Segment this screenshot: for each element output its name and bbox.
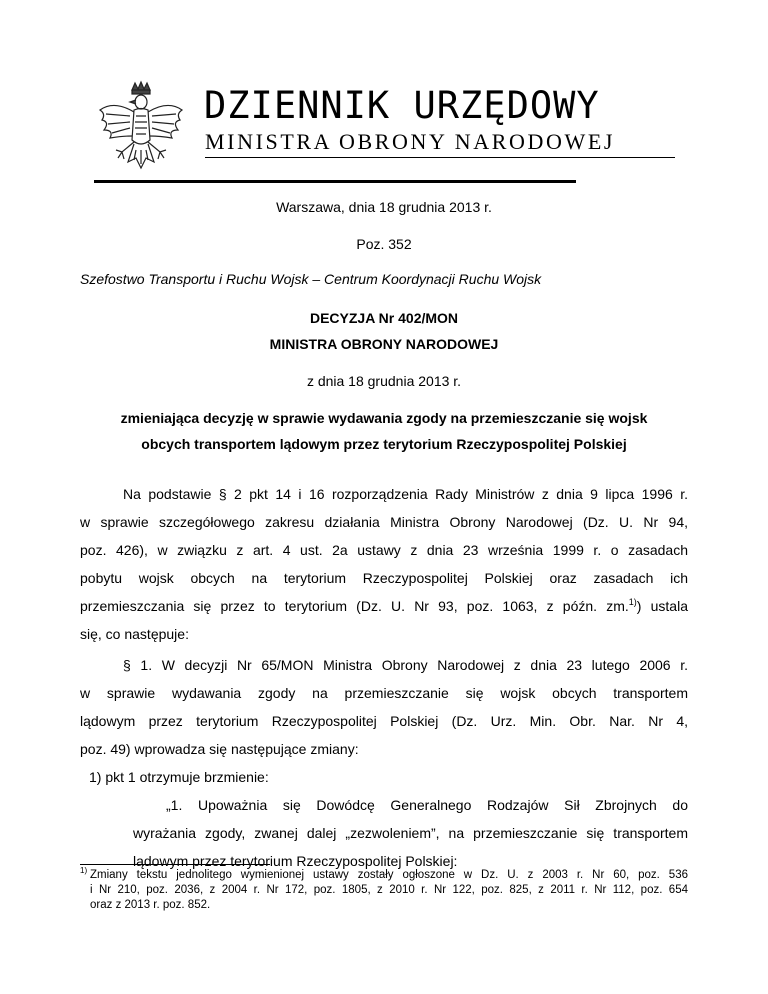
masthead-subtitle: MINISTRA OBRONY NARODOWEJ bbox=[205, 129, 616, 154]
decision-date: z dnia 18 grudnia 2013 r. bbox=[306, 373, 462, 389]
section-1-line-3: lądowym przez terytorium Rzeczypospolitej Polskiej (Dz. Urz. Min. Obr. Nar. Nr 4, bbox=[80, 713, 688, 729]
footnote-line-1: Zmiany tekstu jednolitego wymienionej ustawy zostały ogłoszone w Dz. U. z 2003 r. Nr 60, poz. 536 bbox=[90, 869, 688, 881]
decision-subject-line-1: zmieniająca decyzję w sprawie wydawania zgody na przemieszczanie się wojsk bbox=[120, 410, 648, 426]
place-date: Warszawa, dnia 18 grudnia 2013 r. bbox=[276, 199, 492, 215]
preamble-paragraph bbox=[80, 480, 688, 648]
footnote-divider bbox=[80, 864, 270, 865]
point-1: 1) pkt 1 otrzymuje brzmienie: bbox=[89, 769, 269, 785]
preamble-line-3: poz. 426), w związku z art. 4 ust. 2a ustawy z dnia 23 września 1999 r. o zasadach bbox=[80, 542, 688, 558]
decision-subject-line-2: obcych transportem lądowym przez terytorium Rzeczypospolitej Polskiej bbox=[141, 436, 627, 452]
section-1-line-2: w sprawie wydawania zgody na przemieszczanie się wojsk obcych transportem bbox=[80, 685, 688, 701]
footnote-line-3: oraz z 2013 r. poz. 852. bbox=[90, 899, 211, 911]
preamble-line-5: przemieszczania się przez to terytorium (Dz. U. Nr 93, poz. 1063, z późn. zm.$^{1)}$) ustala bbox=[80, 597, 688, 614]
quote-line-3: lądowym przez terytorium Rzeczypospolitej Polskiej: bbox=[133, 853, 458, 869]
footnote-reference[interactable]: 1) bbox=[628, 597, 637, 607]
decision-authority: MINISTRA OBRONY NARODOWEJ bbox=[269, 336, 499, 352]
quote-line-2: wyrażania zgody, zwanej dalej „zezwoleniem”, na przemieszczanie się transportem bbox=[133, 825, 688, 841]
header-rule bbox=[94, 180, 576, 183]
quote-line-1: „1. Upoważnia się Dowódcę Generalnego Rodzajów Sił Zbrojnych do bbox=[166, 797, 688, 813]
issuer-line: Szefostwo Transportu i Ruchu Wojsk – Centrum Koordynacji Ruchu Wojsk bbox=[80, 271, 542, 287]
footnote-mark: 1) bbox=[80, 866, 88, 875]
section-1 bbox=[80, 651, 688, 875]
preamble-line-6: się, co następuje: bbox=[80, 626, 189, 642]
polish-eagle-emblem-icon bbox=[92, 80, 190, 184]
decision-number: DECYZJA Nr 402/MON bbox=[309, 310, 459, 326]
position-number: Poz. 352 bbox=[356, 236, 412, 252]
preamble-line-2: w sprawie szczegółowego zakresu działania Ministra Obrony Narodowej (Dz. U. Nr 94, bbox=[80, 514, 688, 530]
footnote bbox=[80, 868, 688, 913]
preamble-line-4: pobytu wojsk obcych na terytorium Rzeczypospolitej Polskiej oraz zasadach ich bbox=[80, 570, 688, 586]
section-1-line-1: § 1. W decyzji Nr 65/MON Ministra Obrony Narodowej z dnia 23 lutego 2006 r. bbox=[123, 657, 688, 673]
preamble-line-1: Na podstawie § 2 pkt 14 i 16 rozporządzenia Rady Ministrów z dnia 9 lipca 1996 r. bbox=[123, 486, 688, 502]
footnote-line-2: i Nr 210, poz. 2036, z 2004 r. Nr 172, poz. 1805, z 2010 r. Nr 122, poz. 825, z 2011 r. Nr 112, poz. 654 bbox=[90, 884, 688, 896]
section-1-line-4: poz. 49) wprowadza się następujące zmiany: bbox=[80, 741, 359, 757]
masthead-title: DZIENNIK URZĘDOWY bbox=[204, 84, 600, 127]
masthead-divider bbox=[205, 157, 675, 158]
